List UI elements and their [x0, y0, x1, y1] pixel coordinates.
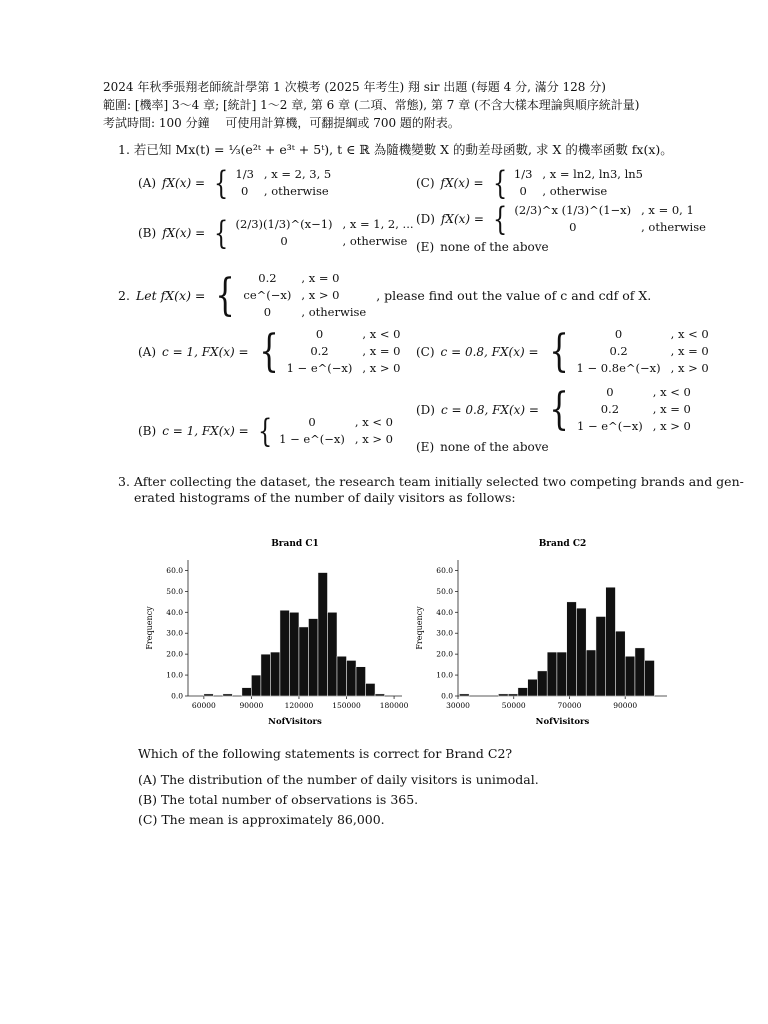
brace: { [257, 412, 273, 450]
q1-option-a-cases [235, 166, 331, 200]
question-1 [118, 140, 673, 158]
question-2-number: 2. [118, 288, 130, 303]
histogram-brand-c1-svg [140, 530, 410, 730]
case-value: 1 − e^(−x) [286, 361, 353, 375]
brace: { [493, 200, 508, 238]
case-value: 1/3 [513, 167, 533, 181]
x-tick-label: 180000 [379, 701, 409, 710]
q1-option-b-cases [236, 216, 414, 250]
chart-title: Brand C2 [538, 539, 587, 549]
case-value: 1/3 [235, 167, 254, 181]
q1-option-a-lhs: fX(x) = [162, 176, 206, 190]
question-2-tail: , please find out the value of c and cdf of X. [376, 288, 652, 303]
q3-option-b-label: (B) [138, 792, 157, 807]
histogram-bar [606, 587, 616, 696]
case-condition: , x < 0 [652, 385, 691, 399]
question-1-text: 若已知 Mx(t) = ⅓(e²ᵗ + e³ᵗ + 5ᵗ), t ∈ ℝ 為隨機變數 X 的動差母函數, 求 X 的機率函數 fx(x)。 [133, 142, 673, 157]
case-value: 0 [569, 220, 577, 234]
q2-option-e-text: none of the above [440, 440, 549, 454]
q2-option-c-lhs: c = 0.8, FX(x) = [440, 344, 539, 359]
case-condition: , x = 0 [362, 344, 401, 358]
case-condition: , x > 0 [670, 361, 709, 375]
histogram-brand-c2 [410, 530, 675, 730]
histogram-bar [537, 671, 547, 696]
q1-option-c-lhs: fX(x) = [440, 176, 484, 190]
brace: { [214, 214, 229, 252]
y-tick-label: 60.0 [166, 565, 183, 575]
q1-option-d-lhs: fX(x) = [440, 212, 484, 226]
histogram-bar [356, 667, 366, 696]
histogram-bar [557, 652, 567, 696]
histogram-bar [375, 694, 385, 696]
case-condition: , otherwise [263, 184, 329, 198]
q3-option-c-text: The mean is approximately 86,000. [161, 812, 385, 827]
histogram-bar [327, 612, 337, 696]
histogram-bar [337, 656, 347, 696]
histogram-brand-c2-svg [410, 530, 675, 730]
y-axis-label: Frequency [145, 606, 154, 650]
case-value: 0 [315, 327, 324, 341]
q2-option-d-cases [577, 384, 691, 435]
histogram-bar [251, 675, 261, 696]
histogram-bar [645, 660, 655, 696]
histogram-bar [280, 610, 290, 696]
y-tick-label: 60.0 [436, 565, 453, 575]
q1-option-c-label: (C) [416, 176, 435, 190]
brace: { [215, 269, 236, 321]
question-3-text-line-1: After collecting the dataset, the research team initially selected two competing brands and gen- [133, 474, 744, 489]
case-value: 0.2 [609, 344, 628, 358]
brace: { [492, 164, 507, 202]
case-condition: , x = ln2, ln3, ln5 [542, 167, 643, 181]
y-tick-label: 50.0 [166, 586, 183, 596]
q1-option-c-cases [514, 166, 643, 200]
case-value: ce^(−x) [243, 288, 292, 302]
question-3-prompt: Which of the following statements is correct for Brand C2? [138, 746, 513, 761]
case-value: (2/3)(1/3)^(x−1) [235, 217, 333, 231]
q1-option-e-text: none of the above [440, 240, 549, 254]
x-axis-label: NofVisitors [535, 717, 590, 727]
y-tick-label: 30.0 [436, 628, 453, 638]
histogram-bar [547, 652, 557, 696]
x-tick-label: 90000 [239, 701, 264, 710]
x-tick-label: 70000 [557, 701, 582, 710]
case-value: 0 [606, 385, 614, 399]
q2-option-a-lhs: c = 1, FX(x) = [162, 344, 249, 359]
question-2 [118, 270, 651, 321]
case-value: 0 [240, 184, 249, 198]
histogram-bar [625, 656, 635, 696]
brace: { [258, 325, 279, 377]
x-tick-label: 30000 [446, 701, 470, 710]
q2-option-a-cases [287, 326, 401, 377]
q3-option-a-label: (A) [138, 772, 157, 787]
case-value: (2/3)^x (1/3)^(1−x) [514, 203, 632, 217]
histogram-bar [299, 627, 309, 696]
case-condition: , x < 0 [354, 415, 393, 429]
q3-option-b-text: The total number of observations is 365. [160, 792, 419, 807]
brace: { [549, 383, 569, 435]
chart-title: Brand C1 [271, 539, 319, 549]
histogram-bar [635, 648, 645, 696]
question-2-definition [243, 270, 366, 321]
question-1-number: 1. [118, 142, 130, 157]
q2-option-c[interactable] [416, 326, 709, 377]
histogram-bar [308, 619, 318, 696]
histogram-bar [508, 694, 518, 696]
exam-header-line-1: 2024 年秋季張翔老師統計學第 1 次模考 (2025 年考生) 翔 sir 出題 (每題 4 分, 滿分 128 分) [103, 80, 606, 94]
q3-option-a-text: The distribution of the number of daily visitors is unimodal. [160, 772, 539, 787]
q2-option-c-label: (C) [416, 344, 435, 359]
case-condition: , x = 2, 3, 5 [263, 167, 332, 181]
histogram-bar [223, 694, 233, 696]
case-condition: , x > 0 [362, 361, 401, 375]
exam-header-line-3: 考試時間: 100 分鐘 可使用計算機，可翻提綱或 700 題的附表。 [103, 116, 460, 130]
y-tick-label: 40.0 [436, 607, 453, 617]
q1-option-d-label: (D) [416, 212, 435, 226]
case-value: 0.2 [310, 344, 329, 358]
histogram-bar [289, 612, 299, 696]
histogram-bar [270, 652, 280, 696]
y-tick-label: 0.0 [441, 691, 453, 701]
case-condition: , otherwise [342, 234, 408, 248]
histogram-bar [242, 688, 252, 696]
y-tick-label: 30.0 [166, 628, 183, 638]
histogram-bar [459, 694, 469, 696]
q2-option-c-cases [577, 326, 709, 377]
histogram-bar [596, 616, 606, 696]
q2-option-e-label: (E) [416, 440, 435, 454]
x-tick-label: 90000 [613, 701, 638, 710]
q2-option-b[interactable] [138, 414, 393, 448]
y-tick-label: 10.0 [166, 670, 183, 680]
case-condition: , otherwise [301, 305, 367, 319]
x-axis-label: NofVisitors [268, 717, 322, 727]
histogram-bar [567, 602, 577, 696]
histogram-bar [576, 608, 586, 696]
q2-option-e[interactable] [416, 440, 549, 454]
question-2-lead: Let fX(x) = [135, 288, 206, 303]
q1-option-b[interactable] [138, 216, 414, 250]
q1-option-d[interactable] [416, 202, 706, 236]
x-tick-label: 60000 [191, 701, 216, 710]
case-value: 0 [263, 305, 272, 319]
question-3-number: 3. [118, 474, 130, 489]
case-condition: , x = 0 [301, 271, 340, 285]
y-tick-label: 10.0 [436, 670, 453, 680]
case-value: 1 − e^(−x) [279, 432, 345, 446]
case-condition: , otherwise [542, 184, 608, 198]
q1-option-b-label: (B) [138, 226, 157, 240]
q1-option-e-label: (E) [416, 240, 435, 254]
q1-option-c[interactable] [416, 166, 643, 200]
q2-option-b-lhs: c = 1, FX(x) = [162, 424, 249, 438]
case-condition: , x = 1, 2, ... [342, 217, 414, 231]
histogram-bar [318, 573, 328, 696]
histogram-bar [518, 688, 528, 696]
y-tick-label: 20.0 [166, 649, 183, 659]
histogram-bar [615, 631, 625, 696]
q3-option-c[interactable] [138, 812, 385, 827]
case-condition: , x > 0 [354, 432, 393, 446]
histogram-bar [498, 694, 508, 696]
y-tick-label: 20.0 [436, 649, 453, 659]
case-condition: , x < 0 [362, 327, 401, 341]
q3-option-b[interactable] [138, 792, 418, 807]
histogram-brand-c1 [140, 530, 410, 730]
case-condition: , x = 0 [652, 402, 691, 416]
case-condition: , x < 0 [670, 327, 709, 341]
exam-header-line-2: 範圍: [機率] 3〜4 章; [統計] 1〜2 章, 第 6 章 (二項、常態), 第 7 章 (不含大樣本理論與順序統計量) [103, 98, 640, 112]
histogram-bar [261, 654, 271, 696]
case-condition: , x = 0, 1 [641, 203, 694, 217]
q1-option-d-cases [514, 202, 706, 236]
q1-option-a[interactable] [138, 166, 331, 200]
histogram-bar [366, 683, 376, 696]
q2-option-d[interactable] [416, 384, 691, 435]
case-condition: , x = 0 [670, 344, 709, 358]
case-value: 0 [519, 184, 527, 198]
q3-option-c-label: (C) [138, 812, 158, 827]
case-condition: , otherwise [641, 220, 706, 234]
case-value: 0.2 [258, 271, 277, 285]
q2-option-b-label: (B) [138, 424, 157, 438]
question-3-text-line-2: erated histograms of the number of daily visitors as follows: [134, 490, 516, 505]
y-tick-label: 0.0 [171, 691, 183, 701]
q2-option-a-label: (A) [138, 344, 157, 359]
y-tick-label: 40.0 [166, 607, 183, 617]
case-value: 0 [308, 415, 316, 429]
case-value: 0.2 [600, 402, 620, 416]
y-tick-label: 50.0 [436, 586, 453, 596]
q2-option-a[interactable] [138, 326, 400, 377]
case-condition: , x > 0 [301, 288, 340, 302]
q3-option-a[interactable] [138, 772, 539, 787]
y-axis-label: Frequency [415, 606, 424, 650]
brace: { [214, 164, 229, 202]
case-value: 1 − 0.8e^(−x) [576, 361, 661, 375]
q1-option-a-label: (A) [138, 176, 157, 190]
x-tick-label: 150000 [332, 701, 361, 710]
question-3 [118, 474, 744, 489]
case-value: 0 [614, 327, 623, 341]
q2-option-b-cases [279, 414, 393, 448]
histogram-bar [528, 679, 538, 696]
q2-option-d-label: (D) [416, 402, 435, 417]
case-value: 0 [280, 234, 288, 248]
q1-option-e[interactable] [416, 240, 549, 254]
case-value: 1 − e^(−x) [576, 419, 643, 433]
histogram-bar [586, 650, 596, 696]
histogram-bar [204, 694, 214, 696]
case-condition: , x > 0 [652, 419, 691, 433]
histogram-bar [347, 660, 357, 696]
q2-option-d-lhs: c = 0.8, FX(x) = [440, 402, 539, 417]
x-tick-label: 50000 [501, 701, 526, 710]
brace: { [548, 325, 569, 377]
x-tick-label: 120000 [284, 701, 314, 710]
q1-option-b-lhs: fX(x) = [162, 226, 206, 240]
